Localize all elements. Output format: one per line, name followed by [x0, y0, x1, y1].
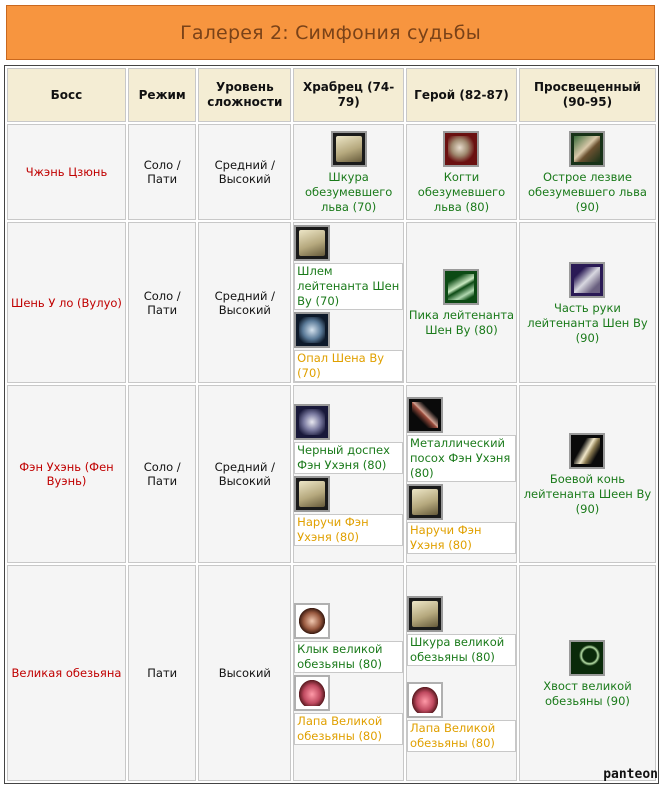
- drop-item[interactable]: [520, 260, 655, 346]
- page-title: Галерея 2: Симфония судьбы: [180, 21, 481, 44]
- mode-cell: Соло / Пати: [128, 222, 197, 383]
- drop-item[interactable]: [407, 594, 516, 666]
- enlightened-cell: [519, 124, 656, 220]
- header-brave: Храбрец (74-79): [293, 68, 404, 122]
- lion-hide-icon[interactable]: [331, 131, 367, 167]
- drop-item[interactable]: [520, 129, 655, 215]
- ape-hide-icon[interactable]: [407, 596, 443, 632]
- drop-item[interactable]: [407, 129, 516, 215]
- difficulty-cell: Средний / Высокий: [198, 222, 291, 383]
- item-stack: [294, 601, 403, 745]
- drop-item[interactable]: [407, 395, 516, 482]
- difficulty-cell: Средний / Высокий: [198, 124, 291, 220]
- item-label[interactable]: Острое лезвие обезумевшего льва (90): [527, 170, 647, 214]
- header-mode: Режим: [128, 68, 197, 122]
- item-stack: [294, 223, 403, 382]
- drop-item[interactable]: [294, 402, 403, 474]
- drop-item[interactable]: [294, 673, 403, 745]
- drop-item[interactable]: [294, 129, 403, 215]
- sharp-blade-icon[interactable]: [569, 131, 605, 167]
- table-row: [7, 222, 656, 383]
- difficulty-cell: Высокий: [198, 565, 291, 781]
- bracers-icon[interactable]: [407, 484, 443, 520]
- item-stack: [294, 402, 403, 546]
- item-label[interactable]: Черный доспех Фэн Ухэня (80): [294, 442, 403, 474]
- item-label[interactable]: Хвост великой обезьяны (90): [543, 678, 632, 708]
- item-stack: [407, 395, 516, 554]
- opal-icon[interactable]: [294, 312, 330, 348]
- item-label[interactable]: Часть руки лейтенанта Шен Ву (90): [527, 300, 648, 345]
- page-banner: [6, 5, 655, 60]
- item-label[interactable]: Пика лейтенанта Шен Ву (80): [408, 308, 515, 337]
- hero-cell: [406, 222, 517, 383]
- ape-tail-icon[interactable]: [569, 640, 605, 676]
- item-label[interactable]: Опал Шена Ву (70): [294, 350, 403, 382]
- brave-cell: [293, 385, 404, 563]
- hero-cell: [406, 385, 517, 563]
- war-horse-icon[interactable]: [569, 433, 605, 469]
- brave-cell: [293, 124, 404, 220]
- mode-cell: Соло / Пати: [128, 124, 197, 220]
- item-label[interactable]: Когти обезумевшего льва (80): [417, 170, 506, 214]
- boss-name: Шень У ло (Вулуо): [7, 222, 126, 383]
- header-boss: Босс: [7, 68, 126, 122]
- watermark: panteon: [603, 767, 658, 782]
- helmet-icon[interactable]: [294, 225, 330, 261]
- drop-item[interactable]: [407, 482, 516, 554]
- metal-staff-icon[interactable]: [407, 397, 443, 433]
- table-row: [7, 124, 656, 220]
- item-label[interactable]: Металлический посох Фэн Ухэня (80): [407, 435, 516, 482]
- enlightened-cell: [519, 565, 656, 781]
- boss-name: Фэн Ухэнь (Фен Вуэнь): [7, 385, 126, 563]
- fang-icon[interactable]: [294, 603, 330, 639]
- item-label[interactable]: Наручи Фэн Ухэня (80): [407, 522, 516, 554]
- item-label[interactable]: Лапа Великой обезьяны (80): [407, 720, 516, 752]
- drop-item[interactable]: [520, 638, 655, 709]
- header-enlightened: Просвещенный (90-95): [519, 68, 656, 122]
- item-label[interactable]: Шкура обезумевшего льва (70): [304, 170, 393, 214]
- boss-name: Великая обезьяна: [7, 565, 126, 781]
- difficulty-cell: Средний / Высокий: [198, 385, 291, 563]
- paw-icon[interactable]: [294, 675, 330, 711]
- table-header-row: [7, 68, 656, 122]
- drop-item[interactable]: [294, 223, 403, 310]
- mode-cell: Пати: [128, 565, 197, 781]
- drop-item[interactable]: [294, 474, 403, 546]
- drop-item[interactable]: [520, 431, 655, 517]
- bracers-icon[interactable]: [294, 476, 330, 512]
- item-label[interactable]: Лапа Великой обезьяны (80): [294, 713, 403, 745]
- enlightened-cell: [519, 222, 656, 383]
- item-label[interactable]: Наручи Фэн Ухэня (80): [294, 514, 403, 546]
- header-hero: Герой (82-87): [406, 68, 517, 122]
- item-stack: [407, 594, 516, 752]
- hero-cell: [406, 565, 517, 781]
- item-label[interactable]: Шлем лейтенанта Шен Ву (70): [294, 263, 403, 310]
- lion-claws-icon[interactable]: [443, 131, 479, 167]
- arm-part-icon[interactable]: [569, 262, 605, 298]
- mode-cell: Соло / Пати: [128, 385, 197, 563]
- boss-name: Чжэнь Цзюнь: [7, 124, 126, 220]
- drop-item[interactable]: [294, 310, 403, 382]
- enlightened-cell: [519, 385, 656, 563]
- item-label[interactable]: Шкура великой обезьяны (80): [407, 634, 516, 666]
- hero-cell: [406, 124, 517, 220]
- item-label[interactable]: Клык великой обезьяны (80): [294, 641, 403, 673]
- brave-cell: [293, 565, 404, 781]
- drop-item[interactable]: [407, 267, 516, 338]
- brave-cell: [293, 222, 404, 383]
- item-label[interactable]: Боевой конь лейтенанта Шеен Ву (90): [523, 472, 652, 516]
- drop-table: [4, 65, 659, 784]
- spear-icon[interactable]: [443, 269, 479, 305]
- header-difficulty: Уровень сложности: [198, 68, 291, 122]
- table-row: [7, 385, 656, 563]
- paw-icon[interactable]: [407, 682, 443, 718]
- drop-item[interactable]: [407, 680, 516, 752]
- black-armor-icon[interactable]: [294, 404, 330, 440]
- table-row: [7, 565, 656, 781]
- drop-item[interactable]: [294, 601, 403, 673]
